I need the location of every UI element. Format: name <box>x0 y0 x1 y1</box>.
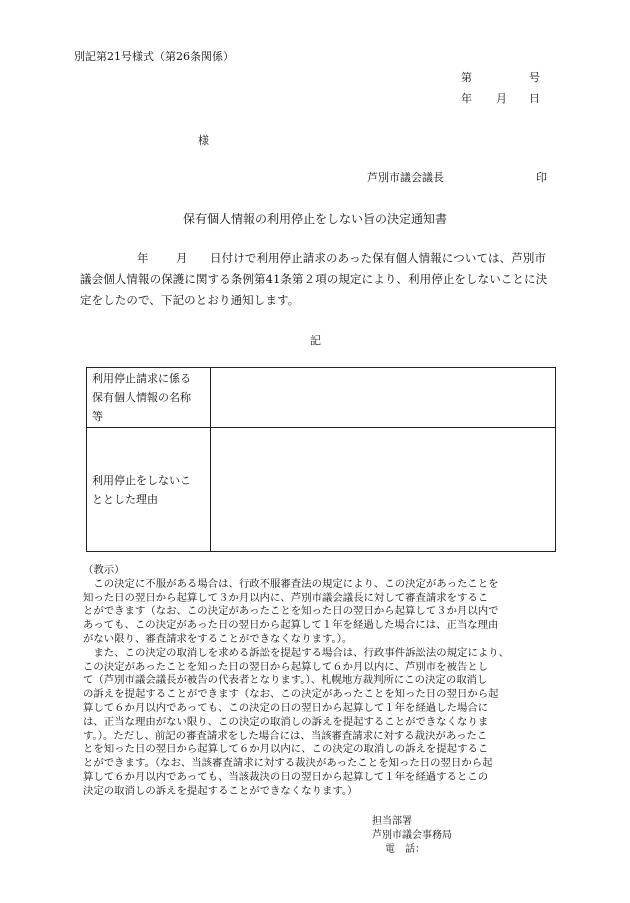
notes-line: あっても、この決定があった日の翌日から起算して１年を経過した場合には、正当な理由 <box>83 619 499 632</box>
notes-line: とができます。（なお、当該審査請求に対する裁決があったことを知った日の翌日から起 <box>83 757 493 770</box>
notes-line: また、この決定の取消しを求める訴訟を提起する場合は、行政事件訴訟法の規定により、 <box>83 646 510 659</box>
request-item-label <box>87 368 211 428</box>
contact-dept-label: 担当部署 <box>372 816 412 827</box>
label-line: ととした理由 <box>92 492 158 506</box>
notes-line: とができます（なお、この決定があったことを知った日の翌日から起算して３か月以内で <box>83 605 499 618</box>
notes-line: て（芦別市議会議長が被告の代表者となります。）、札幌地方裁判所にこの決定の取消し <box>83 674 488 687</box>
addressee-honorific: 様 <box>198 134 209 147</box>
date-day-label: 日 <box>529 92 540 105</box>
notes-line: は、正当な理由がない限り、この決定の取消しの訴えを提起することができなくなりま <box>83 715 489 728</box>
ki-marker: 記 <box>310 334 321 347</box>
reason-label <box>87 428 211 552</box>
notes-line: この決定があったことを知った日の翌日から起算して６か月以内に、芦別市を被告とし <box>83 660 489 673</box>
request-item-value[interactable] <box>211 368 556 428</box>
date-year-label: 年 <box>461 92 472 105</box>
reason-value[interactable] <box>211 428 556 552</box>
label-line: 保有個人情報の名称 <box>92 391 191 404</box>
details-table <box>86 367 556 552</box>
label-line: 利用停止をしないこ <box>92 473 191 487</box>
issuer-name: 芦別市議会議長 <box>367 171 444 184</box>
body-line-1: 日付けで利用停止請求のあった保有個人情報については、芦別市 <box>210 251 547 265</box>
notes-line: す。）。ただし、前記の審査請求をした場合には、当該審査請求に対する裁決があったこ <box>83 729 488 742</box>
notes-line: がない限り、審査請求をすることができなくなります。）。 <box>83 632 353 645</box>
body-date-month: 月 <box>176 251 188 265</box>
form-reference: 別記第21号様式（第26条関係） <box>74 50 234 63</box>
notes-line: この決定に不服がある場合は、行政不服審査法の規定により、この決定があったことを <box>83 577 499 590</box>
number-suffix: 号 <box>529 71 540 84</box>
table-row <box>87 368 556 428</box>
body-date-year: 年 <box>137 251 149 265</box>
notes-line: の訴えを提起することができます（なお、この決定があったことを知った日の翌日から起 <box>83 688 499 701</box>
body-line-3: 定をしたので、下記のとおり通知します。 <box>80 293 300 307</box>
table-row <box>87 428 556 552</box>
notes-line: 算して６か月以内であっても、当該裁決の日の翌日から起算して１年を経過するとこの <box>83 770 489 783</box>
number-prefix: 第 <box>461 71 472 84</box>
notes-line: 決定の取消しの訴えを提起することができなくなります。） <box>83 784 358 797</box>
label-line: 等 <box>92 410 103 423</box>
body-line-2: 議会個人情報の保護に関する条例第41条第２項の規定により、利用停止をしないことに決 <box>80 272 548 286</box>
seal-mark: 印 <box>536 171 547 184</box>
notes-line: とを知った日の翌日から起算して６か月以内に、この決定の取消しの訴えを提起するこ <box>83 743 489 756</box>
notes-heading: （教示） <box>83 564 125 576</box>
instruction-notes <box>83 564 559 799</box>
contact-phone-label: 電 話： <box>385 844 425 855</box>
notes-line: 知った日の翌日から起算して３か月以内に、芦別市議会議長に対して審査請求をするこ <box>83 591 489 604</box>
notes-line: 算して６か月以内であっても、この決定の日の翌日から起算して１年を経過した場合に <box>83 701 489 714</box>
document-title: 保有個人情報の利用停止をしない旨の決定通知書 <box>183 212 448 226</box>
label-line: 利用停止請求に係る <box>92 372 191 385</box>
contact-dept-name: 芦別市議会事務局 <box>372 830 452 841</box>
date-month-label: 月 <box>496 92 507 105</box>
